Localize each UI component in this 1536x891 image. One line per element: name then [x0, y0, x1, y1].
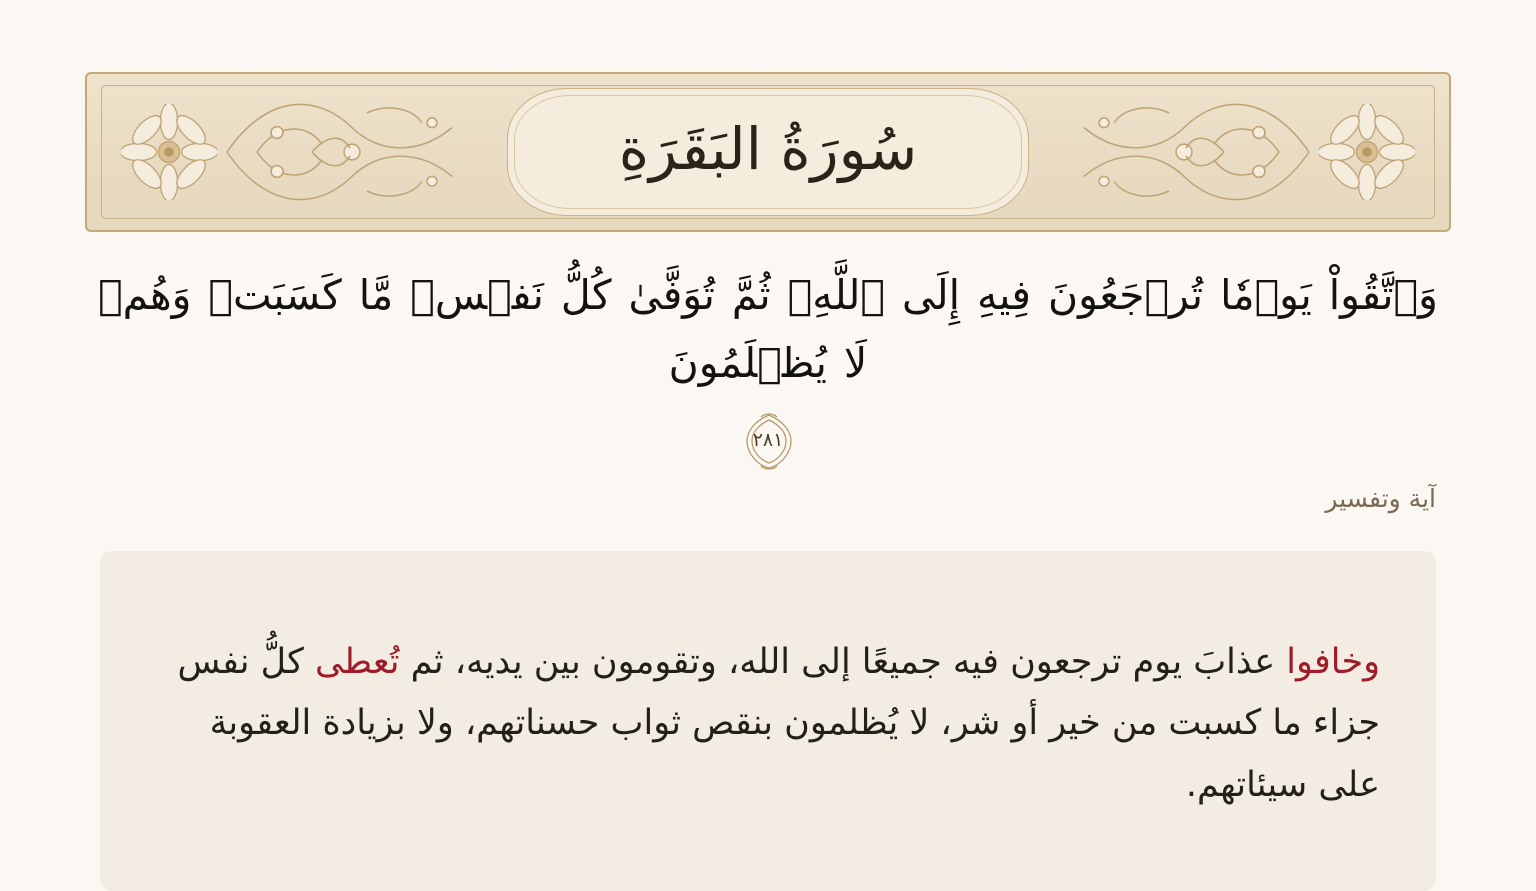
ayah-number: ٢٨١: [752, 429, 784, 452]
tafsir-card: [100, 551, 1436, 891]
arabesque-ornament-icon: [217, 74, 487, 230]
surah-header-banner: [85, 72, 1451, 232]
surah-title-cartouche: [507, 88, 1029, 216]
tafsir-text: [156, 632, 1380, 816]
surah-title: سُورَةُ البَقَرَةِ: [618, 115, 918, 183]
tafsir-segment-1: عذابَ يوم ترجعون فيه جميعًا إلى الله، وتقومون بين يديه، ثم: [399, 642, 1287, 682]
tafsir-segment-2: كلُّ نفس جزاء ما كسبت من خير أو شر، لا يُظلمون بنقص ثواب حسناتهم، ولا بزيادة العقوبة على سيئاتهم.: [177, 642, 1380, 805]
ayah-text: وَٱتَّقُواْ يَوۡمٗا تُرۡجَعُونَ فِيهِ إِلَى ٱللَّهِۖ ثُمَّ تُوَفَّىٰ كُلُّ نَفۡسٖ مَّا كَسَبَتۡ وَهُمۡ لَا يُظۡلَمُونَ: [98, 271, 1438, 387]
ayah-end-marker: [85, 411, 1451, 469]
tafsir-highlight-1: وخافوا: [1286, 642, 1380, 682]
flower-rosette-icon: [121, 104, 217, 200]
section-label: آية وتفسير: [1325, 484, 1436, 513]
arabesque-ornament-icon: [1049, 74, 1319, 230]
tafsir-highlight-2: تُعطى: [314, 642, 400, 682]
ayah-block: [85, 262, 1451, 469]
flower-rosette-icon: [1319, 104, 1415, 200]
